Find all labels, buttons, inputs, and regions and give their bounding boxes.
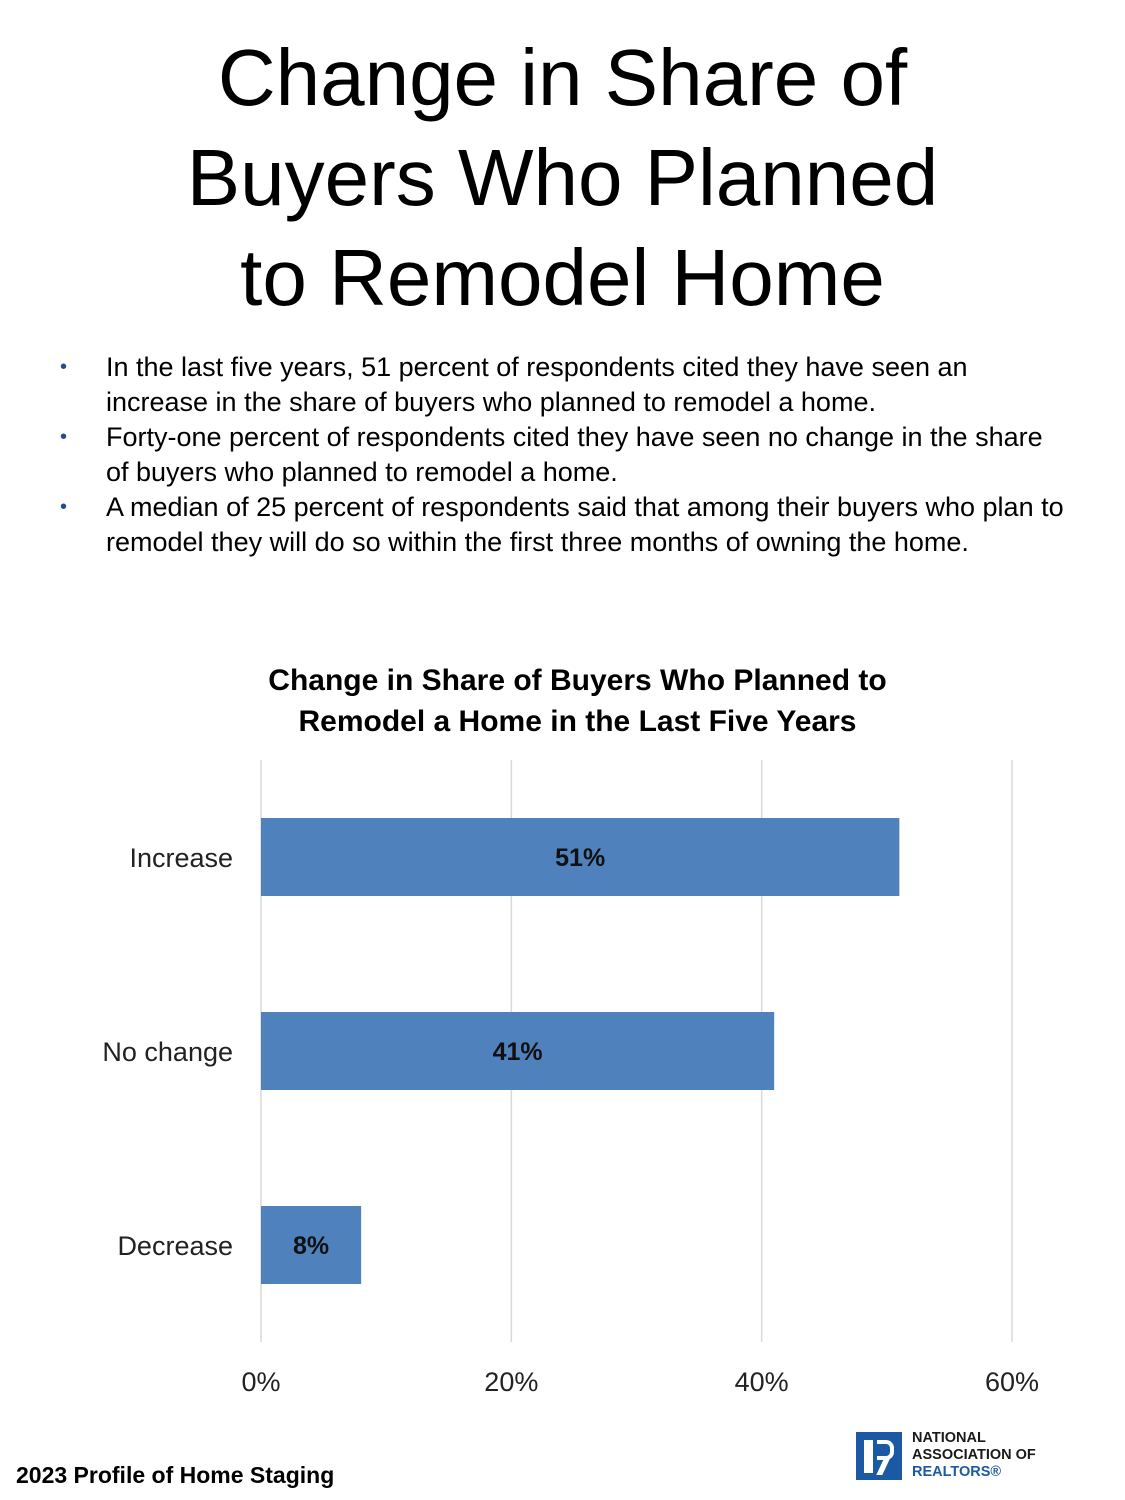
bullet-item bbox=[58, 420, 1068, 490]
bullet-icon: • bbox=[60, 356, 68, 378]
title-line: to Remodel Home bbox=[240, 233, 885, 322]
x-tick-label: 40% bbox=[734, 1367, 789, 1397]
page-title bbox=[40, 28, 1085, 328]
y-category-label: Increase bbox=[129, 843, 233, 873]
x-tick-label: 60% bbox=[984, 1367, 1040, 1397]
title-line: Change in Share of bbox=[217, 33, 908, 122]
chart-title-line: Change in Share of Buyers Who Planned to bbox=[268, 664, 887, 697]
chart-title bbox=[140, 660, 1015, 742]
bullet-text: A median of 25 percent of respondents said that among their buyers who plan to remodel they will do so within the first three months of owning the home. bbox=[106, 492, 1064, 557]
x-tick-label: 0% bbox=[241, 1367, 281, 1397]
data-label: 8% bbox=[292, 1232, 330, 1260]
logo-line: REALTORS® bbox=[912, 1464, 1002, 1480]
bullet-icon: • bbox=[60, 426, 68, 448]
chart-title-line: Remodel a Home in the Last Five Years bbox=[298, 705, 857, 738]
y-category-label: No change bbox=[102, 1037, 233, 1067]
bar-chart bbox=[0, 740, 1125, 1420]
y-category-label: Decrease bbox=[117, 1231, 233, 1261]
logo-line: NATIONAL bbox=[912, 1430, 986, 1446]
bullet-text: Forty-one percent of respondents cited they have seen no change in the share of buyers who planned to remodel a home. bbox=[106, 422, 1043, 487]
data-label: 51% bbox=[555, 844, 606, 872]
logo-line: ASSOCIATION OF bbox=[912, 1447, 1036, 1463]
nar-logo bbox=[856, 1430, 1096, 1490]
bullet-item bbox=[58, 350, 1068, 420]
bullet-icon: • bbox=[60, 496, 68, 518]
logo-text bbox=[912, 1430, 1036, 1481]
title-line: Buyers Who Planned bbox=[186, 133, 939, 222]
bullet-item bbox=[58, 490, 1068, 560]
bullet-text: In the last five years, 51 percent of respondents cited they have seen an increase in the share of buyers who planned to remodel a home. bbox=[106, 352, 968, 417]
data-label: 41% bbox=[492, 1038, 543, 1066]
realtor-r-icon bbox=[856, 1432, 902, 1480]
footer-source: 2023 Profile of Home Staging bbox=[16, 1462, 335, 1488]
x-tick-label: 20% bbox=[484, 1367, 539, 1397]
bullet-list bbox=[58, 350, 1068, 560]
